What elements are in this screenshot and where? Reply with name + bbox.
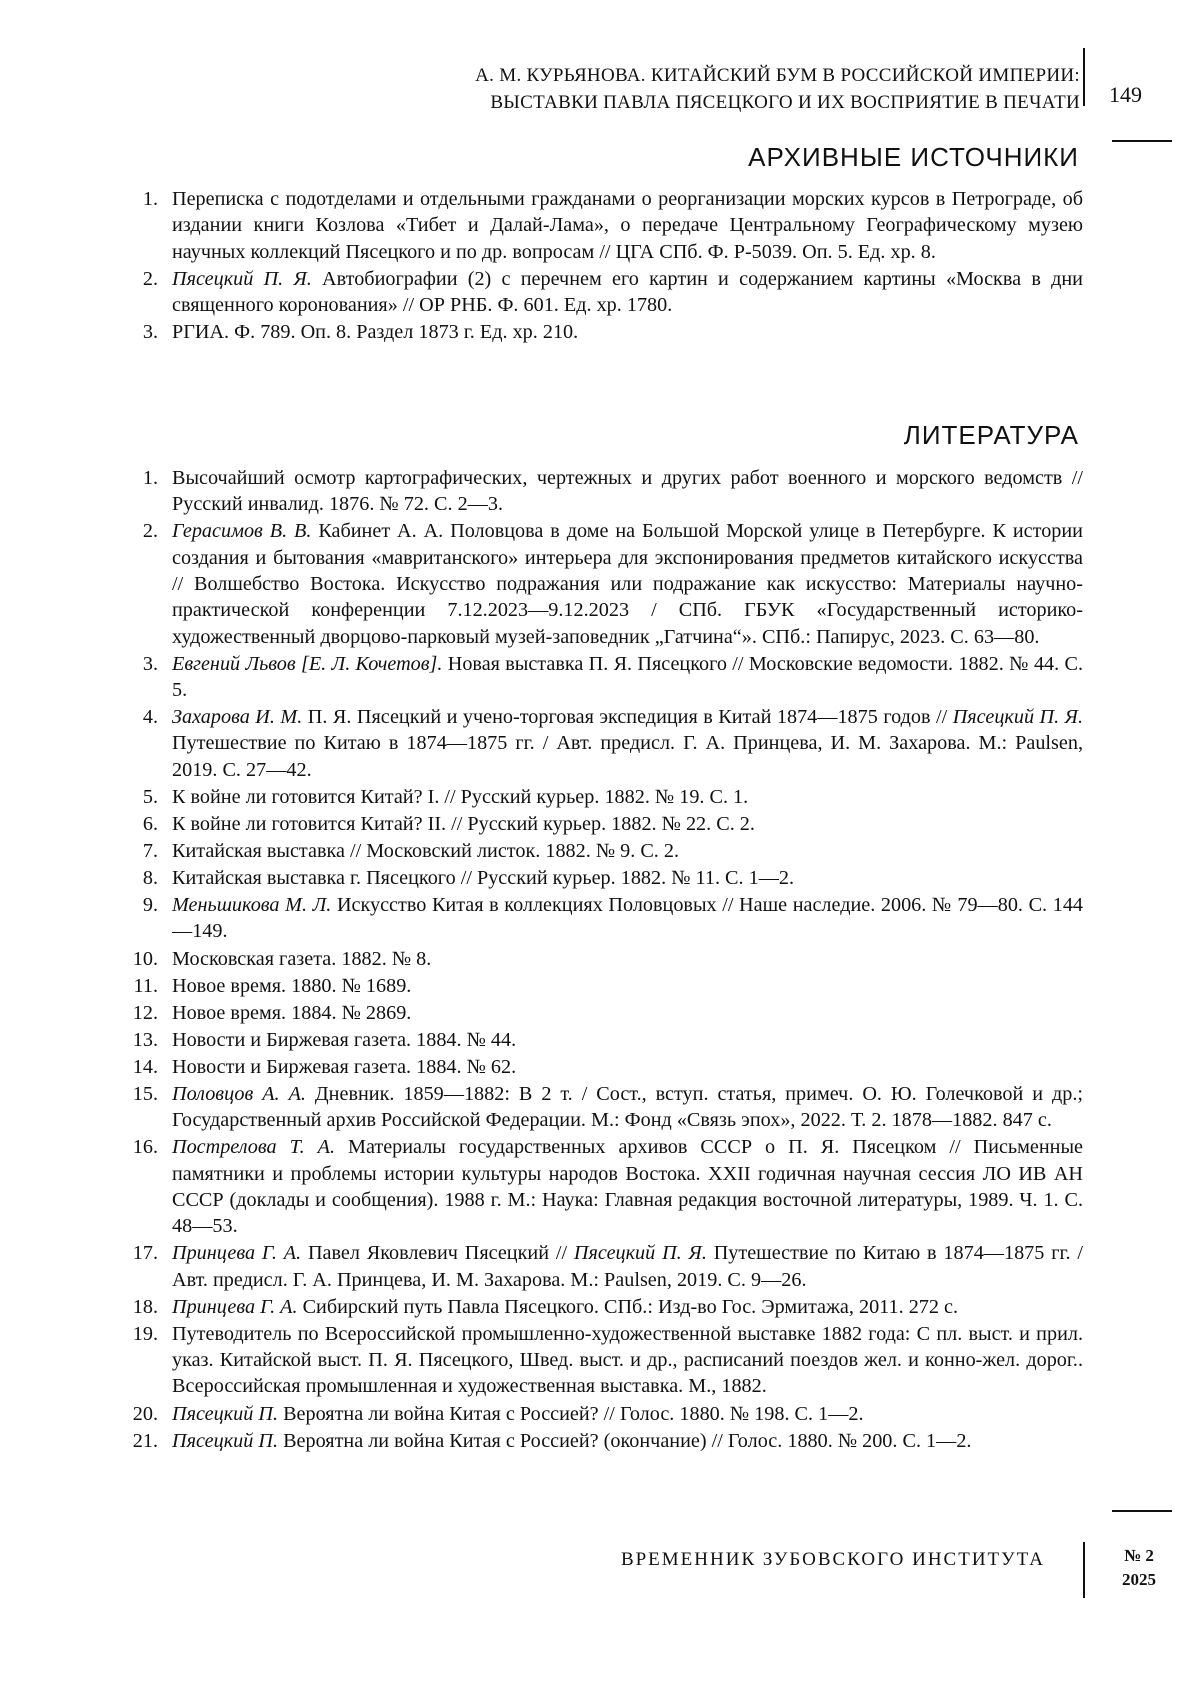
literature-item — [0, 518, 1083, 649]
item-body — [172, 1240, 1083, 1293]
item-number: 7. — [142, 839, 158, 862]
literature-item — [0, 838, 1083, 864]
item-text: РГИА. Ф. 789. Оп. 8. Раздел 1873 г. Ед. хр. 210. — [172, 321, 579, 344]
item-number: 4. — [142, 706, 158, 729]
item-author: Захарова И. М. — [172, 706, 303, 729]
item-number: 1. — [142, 188, 158, 210]
item-number: 3. — [142, 321, 158, 344]
item-text: Кабинет А. А. Половцова в доме на Большой Морской улице в Петербурге. К истории создания и бытования «мавританского» интерьера для экспонирования предметов китайского искусства // Волшебство Востока. Искусство подражания или подражание как искусство: Материалы научно-практической конференции 7.12.2023—9.12.2023 / СПб. ГБУК «Государственный историко-художественный дворцово-парковый музей-заповедник „Гатчина“». СПб.: Папирус, 2023. С. 63—80. — [172, 520, 1083, 648]
item-body — [172, 1428, 1083, 1454]
journal-title: ВРЕМЕННИК ЗУБОВСКОГО ИНСТИТУТА — [620, 1549, 1045, 1570]
item-number: 8. — [142, 867, 158, 890]
item-body — [172, 1134, 1083, 1239]
item-author: Пясецкий П. Я. — [952, 706, 1083, 729]
item-number: 10. — [132, 947, 158, 970]
literature-heading: ЛИТЕРАТУРА — [903, 420, 1079, 450]
literature-item — [0, 1240, 1083, 1293]
literature-item — [0, 1294, 1083, 1320]
item-text: Китайская выставка г. Пясецкого // Русский курьер. 1882. № 11. С. 1—2. — [172, 867, 795, 890]
item-body — [172, 651, 1083, 704]
literature-item — [0, 1054, 1083, 1080]
item-number: 20. — [132, 1402, 158, 1425]
item-body — [172, 946, 1083, 972]
archives-list — [0, 186, 1083, 346]
item-text: К войне ли готовится Китай? I. // Русский курьер. 1882. № 19. С. 1. — [172, 785, 749, 808]
item-number: 9. — [142, 894, 158, 917]
issue-year: 2025 — [1122, 1570, 1156, 1589]
item-number: 17. — [132, 1242, 158, 1265]
item-number: 2. — [142, 520, 158, 543]
item-text: Новая выставка П. Я. Пясецкого // Московские ведомости. 1882. № 44. С. 5. — [172, 652, 1084, 701]
item-body — [172, 1401, 1083, 1427]
item-body — [172, 838, 1083, 864]
item-number: 12. — [132, 1001, 158, 1024]
page-number: 149 — [1109, 82, 1142, 107]
page-number-rule — [1112, 140, 1172, 142]
item-body — [172, 865, 1083, 891]
literature-item — [0, 1000, 1083, 1026]
header-divider — [1083, 48, 1085, 106]
item-body — [172, 811, 1083, 837]
archive-item — [0, 319, 1083, 345]
item-text: Переписка с подотделами и отдельными гражданами о реорганизации морских курсов в Петрограде, об издании книги Козлова «Тибет и Далай-Лама», о передаче Центральному Географическому музею научных коллекций Пясецкого и по др. вопросам // ЦГА СПб. Ф. Р-5039. Оп. 5. Ед. хр. 8. — [172, 188, 1083, 263]
archive-item — [0, 186, 1083, 265]
item-body — [172, 1000, 1083, 1026]
item-number: 1. — [142, 467, 158, 489]
item-body — [172, 704, 1083, 783]
item-number: 14. — [132, 1055, 158, 1078]
archives-heading: АРХИВНЫЕ ИСТОЧНИКИ — [748, 142, 1079, 172]
literature-item — [0, 973, 1083, 999]
item-text: Путешествие по Китаю в 1874—1875 гг. / Авт. предисл. Г. А. Принцева, И. М. Захарова. М.: Paulsen, 2019. С. 9—26. — [172, 1242, 1083, 1291]
literature-item — [0, 1401, 1083, 1427]
item-author: Пясецкий П. Я. — [172, 267, 312, 290]
literature-item — [0, 1428, 1083, 1454]
item-body — [172, 784, 1083, 810]
item-body — [172, 319, 1083, 345]
item-text: Вероятна ли война Китая с Россией? (окончание) // Голос. 1880. № 200. С. 1—2. — [278, 1429, 972, 1452]
item-body — [172, 1054, 1083, 1080]
literature-item — [0, 892, 1083, 945]
item-author: Евгений Львов [Е. Л. Кочетов]. — [172, 652, 443, 675]
item-body — [172, 1294, 1083, 1320]
item-number: 19. — [132, 1322, 158, 1345]
item-text: Высочайший осмотр картографических, чертежных и других работ военного и морского ведомств // Русский инвалид. 1876. № 72. С. 2—3. — [172, 467, 1083, 516]
footer-rule — [1112, 1510, 1172, 1512]
item-body — [172, 186, 1083, 265]
item-text: Автобиографии (2) с перечнем его картин и содержанием картины «Москва в дни священного коронования» // ОР РНБ. Ф. 601. Ед. хр. 1780. — [172, 267, 1083, 316]
item-number: 2. — [142, 267, 158, 290]
literature-item — [0, 811, 1083, 837]
literature-item — [0, 465, 1083, 518]
literature-item — [0, 1081, 1083, 1134]
item-body — [172, 266, 1083, 319]
item-author: Меньшикова М. Л. — [172, 894, 332, 917]
item-text: Новости и Биржевая газета. 1884. № 44. — [172, 1028, 517, 1051]
running-head-line-2: ВЫСТАВКИ ПАВЛА ПЯСЕЦКОГО И ИХ ВОСПРИЯТИЕ В ПЕЧАТИ — [490, 92, 1080, 113]
item-author: Пясецкий П. — [172, 1402, 279, 1425]
item-number: 13. — [132, 1028, 158, 1051]
literature-item — [0, 1321, 1083, 1400]
item-text: Китайская выставка // Московский листок. 1882. № 9. С. 2. — [172, 839, 680, 862]
item-body — [172, 973, 1083, 999]
item-text: Новое время. 1880. № 1689. — [172, 974, 412, 997]
item-text: Новое время. 1884. № 2869. — [172, 1001, 412, 1024]
issue-info — [1109, 1544, 1169, 1592]
item-body — [172, 1081, 1083, 1134]
item-body — [172, 465, 1083, 518]
footer-divider — [1083, 1542, 1085, 1598]
item-text: Дневник. 1859—1882: В 2 т. / Сост., вступ. статья, примеч. О. Ю. Голечковой и др.; Государственный архив Российской Федерации. М.: Фонд «Связь эпох», 2022. Т. 2. 1878—1882. 847 с. — [172, 1082, 1083, 1132]
item-author: Пясецкий П. — [172, 1429, 279, 1452]
item-author: Пострелова Т. А. — [172, 1136, 335, 1159]
item-text: Павел Яковлевич Пясецкий // — [301, 1242, 574, 1265]
item-author: Герасимов В. В. — [172, 520, 312, 543]
item-author: Половцов А. А. — [172, 1082, 306, 1105]
item-author: Принцева Г. А. — [172, 1242, 302, 1265]
item-text: Вероятна ли война Китая с Россией? // Голос. 1880. № 198. С. 1—2. — [278, 1402, 864, 1425]
item-body — [172, 892, 1083, 945]
item-body — [172, 518, 1083, 649]
item-number: 15. — [132, 1082, 158, 1105]
item-number: 6. — [142, 812, 158, 835]
literature-item — [0, 784, 1083, 810]
item-number: 5. — [142, 785, 158, 808]
item-text: К войне ли готовится Китай? II. // Русский курьер. 1882. № 22. С. 2. — [172, 812, 755, 835]
literature-item — [0, 704, 1083, 783]
item-body — [172, 1027, 1083, 1053]
item-text: Московская газета. 1882. № 8. — [172, 947, 432, 970]
item-number: 21. — [132, 1429, 158, 1452]
item-author: Принцева Г. А. — [172, 1295, 298, 1318]
literature-item — [0, 1027, 1083, 1053]
item-number: 18. — [132, 1295, 158, 1318]
item-text: Путеводитель по Всероссийской промышленно-художественной выставке 1882 года: С пл. выст. и прил. указ. Китайской выст. П. Я. Пясецкого, Швед. выст. и др., расписаний поездов жел. и конно-жел. дорог.. Всероссийская промышленная и художественная выставка. М., 1882. — [172, 1322, 1083, 1398]
item-text: Материалы государственных архивов СССР о П. Я. Пясецком // Письменные памятники и проблемы истории культуры народов Востока. XXII годичная научная сессия ЛО ИВ АН СССР (доклады и сообщения). 1988 г. М.: Наука: Главная редакция восточной литературы, 1989. Ч. 1. С. 48—53. — [172, 1136, 1083, 1238]
archive-item — [0, 266, 1083, 319]
literature-item — [0, 651, 1083, 704]
item-number: 11. — [133, 974, 158, 997]
item-author: Пясецкий П. Я. — [573, 1242, 707, 1265]
running-head-line-1: А. М. КУРЬЯНОВА. КИТАЙСКИЙ БУМ В РОССИЙСКОЙ ИМПЕРИИ: — [475, 65, 1080, 86]
literature-item — [0, 946, 1083, 972]
item-number: 3. — [142, 652, 158, 675]
item-number: 16. — [132, 1136, 158, 1159]
item-text: Сибирский путь Павла Пясецкого. СПб.: Изд-во Гос. Эрмитажа, 2011. 272 с. — [297, 1295, 959, 1318]
literature-item — [0, 865, 1083, 891]
issue-number: № 2 — [1124, 1546, 1154, 1565]
item-text: П. Я. Пясецкий и учено-торговая экспедиция в Китай 1874—1875 годов // — [302, 706, 953, 729]
item-text: Новости и Биржевая газета. 1884. № 62. — [172, 1055, 517, 1078]
item-text: Искусство Китая в коллекциях Половцовых // Наше наследие. 2006. № 79—80. С. 144—149. — [172, 894, 1084, 943]
literature-list — [0, 465, 1083, 1455]
item-text: Путешествие по Китаю в 1874—1875 гг. / Авт. предисл. Г. А. Принцева, И. М. Захарова. М.: Paulsen, 2019. С. 27—42. — [172, 732, 1083, 781]
running-head — [180, 62, 1080, 116]
item-body — [172, 1321, 1083, 1400]
literature-item — [0, 1134, 1083, 1239]
